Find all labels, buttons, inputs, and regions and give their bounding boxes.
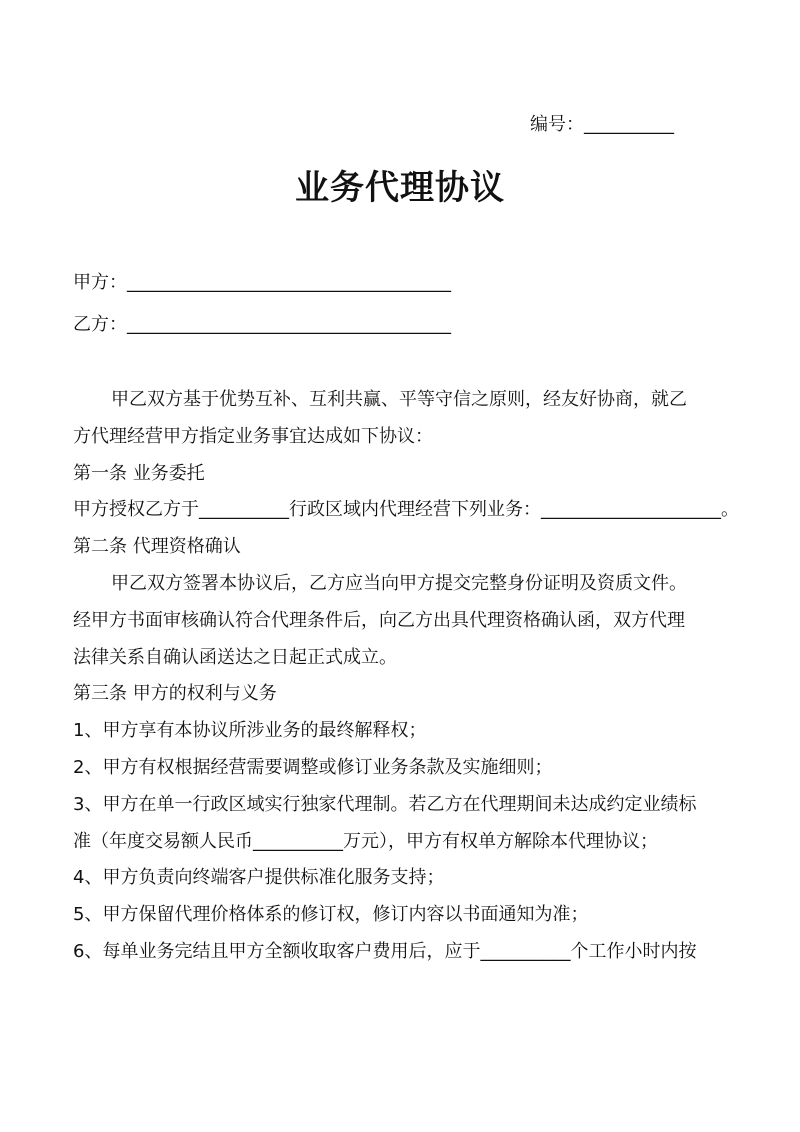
list-item: 4、甲方负责向终端客户提供标准化服务支持； (73, 867, 445, 889)
paragraph-line: 方代理经营甲方指定业务事宜达成如下协议： (73, 425, 433, 447)
article-heading: 第二条 代理资格确认 (73, 536, 241, 558)
list-item: 2、甲方有权根据经营需要调整或修订业务条款及实施细则； (73, 756, 553, 778)
party-b-field: 乙方：____________________________________ (73, 314, 451, 335)
paragraph-line: 甲乙双方签署本协议后，乙方应当向甲方提交完整身份证明及资质文件。 (111, 572, 687, 594)
list-item: 5、甲方保留代理价格体系的修订权，修订内容以书面通知为准； (73, 904, 589, 926)
list-item: 3、甲方在单一行政区域实行独家代理制。若乙方在代理期间未达成约定业绩标 (73, 793, 697, 815)
list-item: 6、每单业务完结且甲方全额收取客户费用后，应于__________个工作小时内按 (73, 940, 697, 962)
document-number: 编号：__________ (530, 114, 674, 135)
party-a-field: 甲方：____________________________________ (73, 272, 451, 293)
article-heading: 第三条 甲方的权利与义务 (73, 683, 277, 705)
agreement-body (73, 382, 739, 971)
document-title: 业务代理协议 (295, 168, 505, 208)
list-item: 1、甲方享有本协议所涉业务的最终解释权； (73, 720, 427, 742)
list-item-continued: 准（年度交易额人民币__________万元），甲方有权单方解除本代理协议； (73, 830, 658, 852)
paragraph-line: 经甲方书面审核确认符合代理条件后，向乙方出具代理资格确认函，双方代理 (73, 609, 685, 631)
paragraph-line: 甲乙双方基于优势互补、互利共赢、平等守信之原则，经友好协商，就乙 (111, 389, 687, 410)
article-heading: 第一条 业务委托 (73, 462, 205, 484)
paragraph-line: 法律关系自确认函送达之日起正式成立。 (73, 646, 397, 668)
paragraph-line: 甲方授权乙方于__________行政区域内代理经营下列业务：____________________。 (73, 499, 739, 521)
